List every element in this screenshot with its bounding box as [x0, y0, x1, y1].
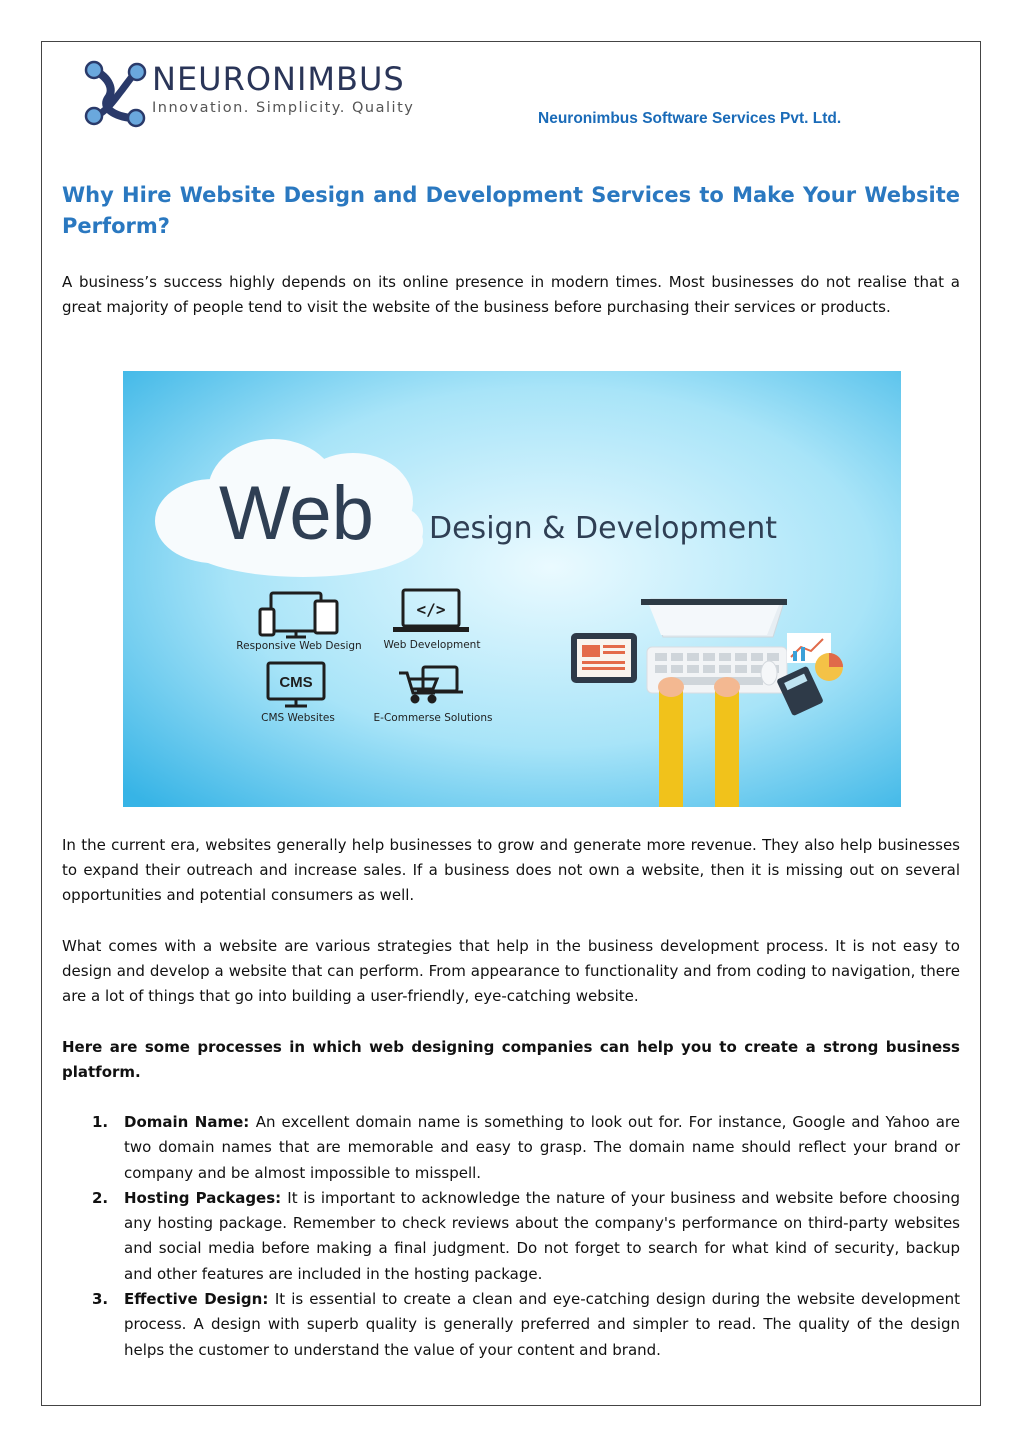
- list-item-title: Effective Design:: [124, 1290, 275, 1309]
- list-number: 3.: [92, 1290, 109, 1309]
- paragraph-current-era: In the current era, websites generally help businesses to grow and generate more revenue. They also help businesses to expand their outreach and increase sales. If a business does not own a website, then it is missing out on several opportunities and potential consumers as well.: [62, 836, 960, 904]
- svg-text:</>: </>: [416, 600, 446, 619]
- list-number: 2.: [92, 1188, 109, 1207]
- paragraph-strategies: What comes with a website are various strategies that help in the business development process. It is not easy to design and develop a website that can perform. From appearance to functionality and from coding to navigation, there are a lot of things that go into building a user-friendly, eye-catching website.: [62, 937, 960, 1005]
- neuronimbus-logo-icon: [80, 60, 150, 130]
- company-name: Neuronimbus Software Services Pvt. Ltd.: [538, 110, 842, 127]
- list-number: 1.: [92, 1113, 109, 1131]
- processes-lead: Here are some processes in which web designing companies can help you to create a strong business platform.: [62, 1038, 960, 1081]
- hero-web-word: Web: [219, 471, 374, 556]
- list-item-title: Domain Name:: [124, 1113, 256, 1131]
- intro-paragraph: A business’s success highly depends on its online presence in modern times. Most businesses do not realise that a great majority of people tend to visit the website of the business before purchasing their services or products.: [62, 273, 960, 316]
- hero-illustration: [123, 371, 901, 807]
- list-item: [62, 1110, 960, 1186]
- service-label-web-dev: Web Development: [383, 639, 481, 651]
- hero-subtitle: Design & Development: [429, 511, 778, 546]
- list-item-text: It is essential to create a clean and eye-catching design during the website development process. A design with superb quality is generally preferred and simpler to read. The quality of the design helps the customer to understand the value of your content and brand.: [124, 1290, 960, 1359]
- list-item-text: An excellent domain name is something to look out for. For instance, Google and Yahoo are two domain names that are memorable and easy to grasp. The domain name should reflect your brand or company and be almost impossible to misspell.: [124, 1113, 960, 1182]
- service-label-responsive: Responsive Web Design: [236, 640, 362, 652]
- logo-tagline: Innovation. Simplicity. Quality: [152, 100, 415, 116]
- svg-text:CMS: CMS: [279, 674, 313, 691]
- list-item: [62, 1186, 960, 1287]
- page-title: Why Hire Website Design and Development Services to Make Your Website Perform?: [62, 183, 960, 238]
- service-label-ecommerce: E-Commerse Solutions: [373, 712, 493, 724]
- list-item-text: It is important to acknowledge the nature of your business and website before choosing any hosting package. Remember to check reviews about the company's performance on third-party websites and social media before making a final judgment. Do not forget to search for what kind of security, backup and other features are included in the hosting package.: [124, 1188, 961, 1283]
- list-item: [62, 1287, 960, 1363]
- neuronimbus-logo: [80, 60, 440, 130]
- logo-wordmark: NEURONIMBUS: [152, 60, 405, 98]
- processes-list: [62, 1110, 960, 1363]
- service-label-cms: CMS Websites: [261, 712, 335, 724]
- list-item-title: Hosting Packages:: [124, 1188, 288, 1207]
